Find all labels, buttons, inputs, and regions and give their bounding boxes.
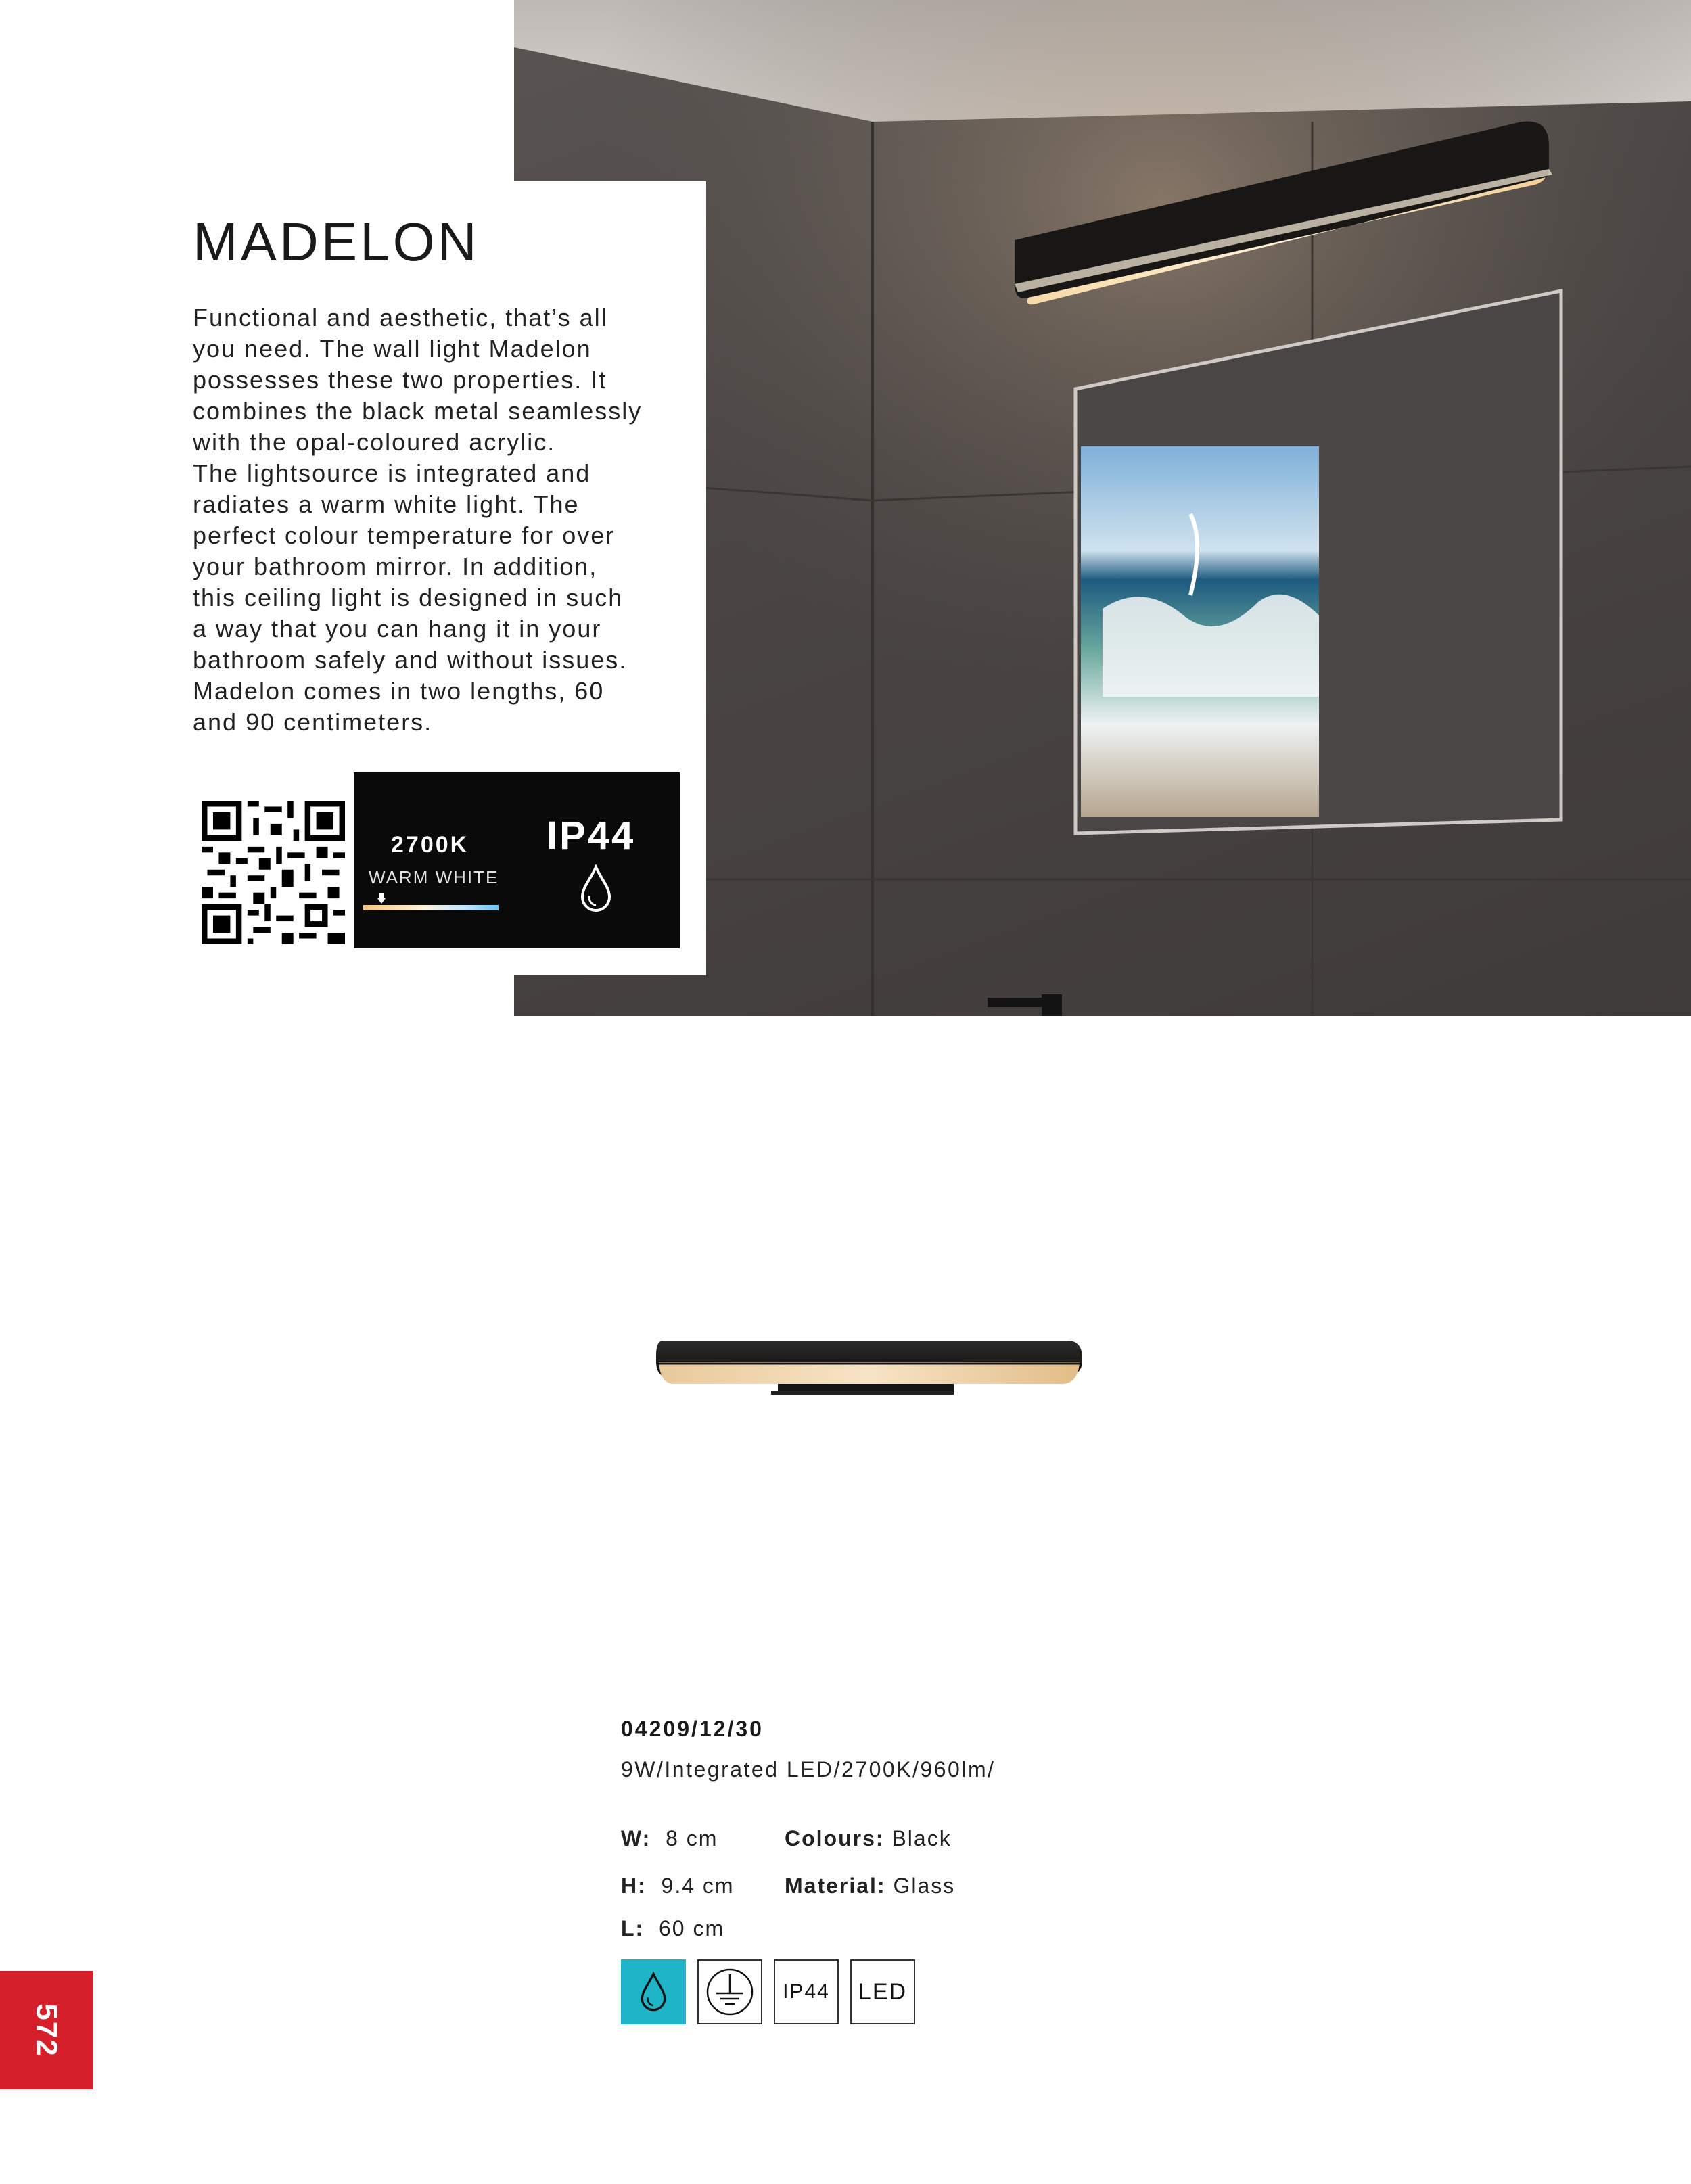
product-description: [193, 302, 687, 738]
description-line: your bathroom mirror. In addition,: [193, 553, 598, 580]
cct-scale-bar: [363, 905, 499, 910]
page-number: 572: [30, 2003, 64, 2058]
product-title: MADELON: [193, 212, 480, 272]
spec-material: [785, 1874, 955, 1899]
earth-ground-icon: [704, 1966, 756, 2018]
spec-length-label: L:: [621, 1916, 645, 1941]
spec-height: [621, 1874, 735, 1899]
spec-height-value: 9.4 cm: [661, 1874, 735, 1898]
feature-earth: [697, 1959, 762, 2024]
spec-length-value: 60 cm: [658, 1916, 725, 1941]
cct-scale-marker-icon: [377, 893, 386, 904]
spec-width: [621, 1826, 718, 1851]
description-line: you need. The wall light Madelon: [193, 335, 592, 363]
article-number: 04209/12/30: [621, 1717, 764, 1741]
page-number-tab: [0, 1971, 93, 2089]
description-line: bathroom safely and without issues.: [193, 646, 628, 674]
feature-led: [850, 1959, 915, 2024]
description-line: with the opal-coloured acrylic.: [193, 428, 556, 456]
feature-ip44-label: IP44: [783, 1980, 830, 2003]
spec-colours-value: Black: [891, 1826, 952, 1851]
light-badge: [354, 772, 680, 948]
spec-width-value: 8 cm: [666, 1826, 718, 1851]
spec-width-label: W:: [621, 1826, 651, 1851]
description-line: Functional and aesthetic, that’s all: [193, 304, 608, 331]
water-drop-icon: [578, 864, 613, 913]
description-line: perfect colour temperature for over: [193, 521, 616, 549]
ip-rating: IP44: [547, 814, 636, 858]
feature-waterproof: [621, 1959, 686, 2024]
description-line: this ceiling light is designed in such: [193, 584, 624, 611]
description-line: Madelon comes in two lengths, 60: [193, 677, 605, 705]
cct-value: 2700K: [391, 832, 469, 858]
feature-ip44: [774, 1959, 839, 2024]
description-line: possesses these two properties. It: [193, 366, 607, 394]
description-line: combines the black metal seamlessly: [193, 397, 643, 425]
product-photo: [649, 1332, 1089, 1414]
spec-height-label: H:: [621, 1874, 647, 1898]
water-drop-icon: [639, 1972, 668, 2012]
spec-colours: [785, 1826, 952, 1851]
description-line: The lightsource is integrated and: [193, 459, 591, 487]
description-line: a way that you can hang it in your: [193, 615, 602, 643]
spec-length: [621, 1916, 724, 1941]
spec-material-label: Material:: [785, 1874, 886, 1898]
description-line: radiates a warm white light. The: [193, 490, 580, 518]
spec-material-value: Glass: [893, 1874, 956, 1898]
description-line: and 90 centimeters.: [193, 708, 433, 736]
cct-label: WARM WHITE: [369, 867, 499, 887]
qr-code[interactable]: [202, 801, 345, 944]
spec-colours-label: Colours:: [785, 1826, 885, 1851]
feature-led-label: LED: [858, 1978, 908, 2005]
light-spec: 9W/Integrated LED/2700K/960lm/: [621, 1757, 996, 1782]
